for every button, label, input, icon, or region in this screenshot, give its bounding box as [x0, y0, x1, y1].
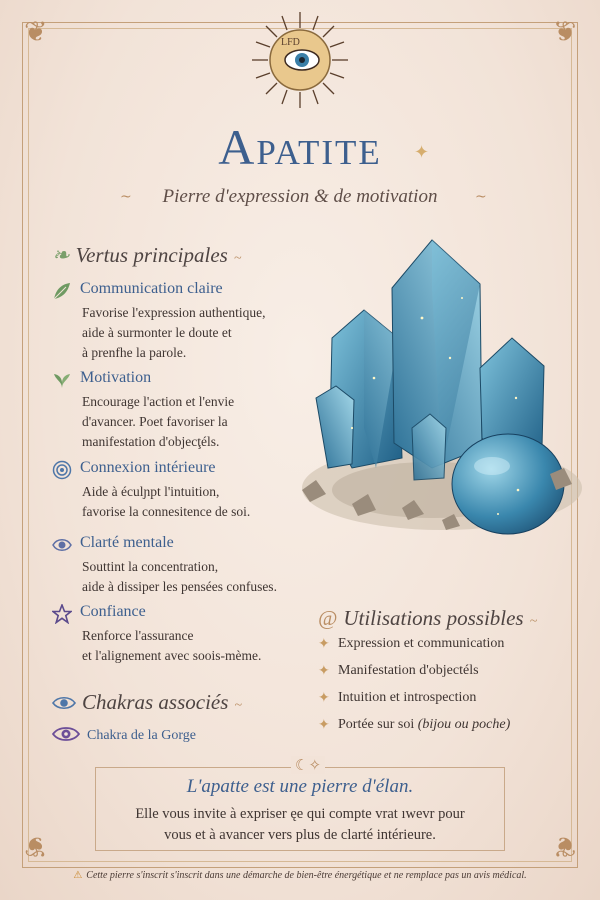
virtue-item-clarte: [52, 534, 322, 594]
virtue-description: Encourage l'action et l'envie d'avancer. Poet favoriser la manifestation d'objecţéls.: [82, 394, 235, 449]
chakra-item: [52, 725, 196, 747]
virtue-title: Connexion intérieure: [80, 459, 216, 476]
leaves-icon: ❧: [52, 243, 70, 267]
third-eye-icon: [52, 725, 80, 743]
chakras-heading-text: Chakras associés: [82, 690, 229, 714]
quote-text: Elle vous invite à expriser ęe qui compte vrat ıwevr pour vous et à avancer vers plus de clarté intérieure.: [135, 806, 465, 843]
virtue-title: Clarté mentale: [80, 534, 174, 551]
eye-sun-logo-icon: [250, 10, 350, 110]
swirl-left-icon: ~: [120, 189, 132, 205]
page-subtitle: Pierre d'expression & de motivation: [162, 186, 438, 207]
swirl-icon: ~: [233, 251, 242, 266]
virtue-description: Renforce l'assurance et l'alignement avec soois-mème.: [82, 628, 262, 663]
swirl-icon: ~: [529, 614, 538, 629]
virtue-title: Confiance: [80, 603, 146, 620]
list-item: ✦ Expression et communication: [318, 636, 505, 652]
leaf-icon: [52, 281, 72, 301]
crescent-moon-icon: ☾✧: [291, 756, 325, 774]
virtue-description: Aide à éculɲpt l'intuition, favorise la connesitence de soi.: [82, 484, 251, 519]
virtue-item-connexion: [52, 459, 322, 519]
utilisations-heading-text: Utilisations possibles: [343, 606, 524, 630]
quote-title: L'apatte est une pierre d'élan.: [186, 776, 414, 797]
list-item: ✦ Intuition et introspection: [318, 690, 477, 706]
apatite-crystal-illustration: [292, 228, 588, 568]
vertus-heading-text: Vertus principales: [75, 243, 228, 267]
list-item: ✦ Manifestation d'objectéls: [318, 663, 479, 679]
corner-ornament-bottom-left: ❦: [24, 830, 48, 863]
virtue-title: Motivation: [80, 369, 152, 386]
warning-icon: ⚠: [73, 870, 83, 881]
sparkle-icon: ✦: [318, 664, 330, 679]
swirl-right-icon: ~: [475, 189, 487, 205]
virtue-description: Favorise l'expression authentique, aide à surmonter le doute et à prenfhe la parole.: [82, 305, 266, 360]
disclaimer: ⚠ Cette pierre s'inscrit s'inscrit dans une démarche de bien-être énergétique et ne remplace pas un avis médical.: [73, 870, 527, 881]
sparkle-icon: ✦: [318, 637, 330, 652]
sparkle-icon: ✦: [318, 691, 330, 706]
vertus-heading: [52, 243, 241, 268]
virtue-description: Souttint la concentration, aide à dissiper les pensées confuses.: [82, 559, 277, 594]
virtue-item-communication: [52, 280, 322, 360]
virtue-item-confiance: [52, 603, 322, 663]
chakra-label: Chakra de la Gorge: [87, 728, 196, 743]
utilisations-list: [318, 636, 568, 744]
corner-ornament-top-left: ❦: [24, 15, 48, 48]
chakras-heading: [52, 690, 242, 715]
corner-ornament-bottom-right: ❦: [552, 830, 576, 863]
virtue-title: Communication claire: [80, 280, 223, 297]
mandala-icon: [52, 460, 72, 480]
corner-ornament-top-right: ❦: [552, 15, 576, 48]
sparkle-icon: ✦: [318, 718, 330, 733]
swirl-icon: @: [318, 606, 338, 630]
swirl-icon: ~: [234, 698, 242, 713]
utilisations-heading: [318, 606, 537, 631]
list-item: ✦ Portée sur soi (bijou ou poche): [318, 717, 511, 733]
logo-letters: LFD: [281, 37, 300, 48]
sparkle-icon: ✦: [414, 142, 430, 163]
sprout-icon: [52, 370, 72, 390]
eye-icon: [52, 695, 76, 711]
page-title: Apatite: [218, 119, 382, 175]
eye-swirl-icon: [52, 535, 72, 555]
star-icon: [52, 604, 72, 624]
virtue-item-motivation: [52, 369, 322, 449]
